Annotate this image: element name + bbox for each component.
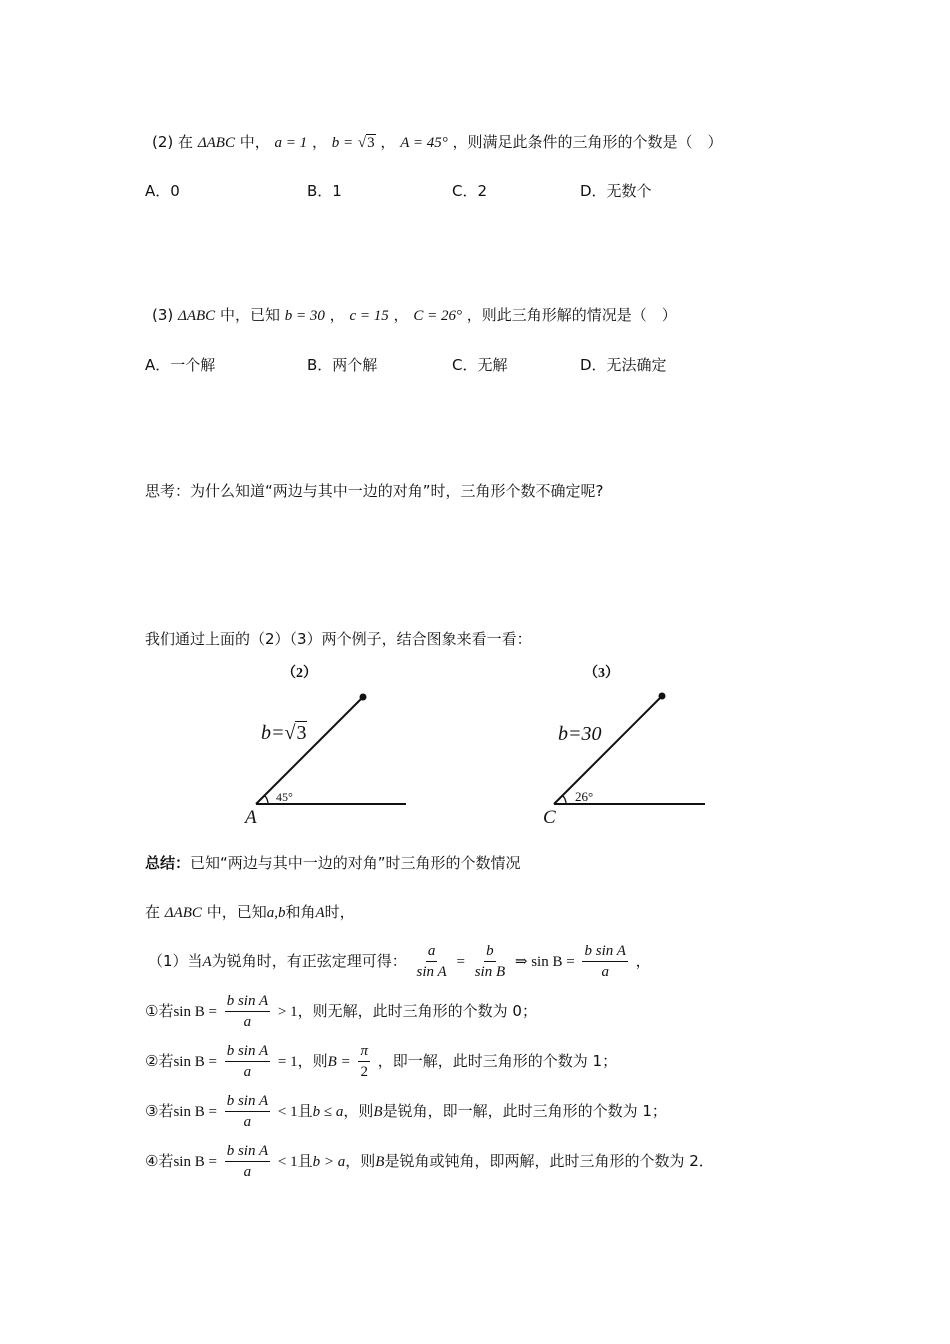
q2-mid: 中，: [239, 133, 270, 151]
figure-3: [528, 660, 728, 835]
figure-3-svg: [528, 660, 728, 835]
q3-mid: 中，已知: [219, 306, 280, 324]
q3-sep-1: ，: [329, 306, 345, 324]
q2-triangle: ΔABC: [197, 135, 235, 151]
q2-cond-a: a = 1: [274, 135, 308, 151]
case-1-line: （1）当A为锐角时，有正弦定理可得： $\frac{a}{\text{sin A}}$ = $\frac{b}{\text{sin B}}$ ⇒ sin B = $\frac{\text{b sin A}}{a}$ ，: [148, 943, 651, 980]
q2-option-b: B．1: [307, 182, 342, 200]
case-1-implies: ⇒ sin B =: [514, 954, 575, 970]
q2-sep-1: ，: [311, 133, 327, 151]
figure-3-side-line: [554, 696, 662, 804]
given-line: 在 ΔABC 中，已知a,b和角A时，: [145, 903, 355, 921]
figure-2-endpoint: [360, 694, 367, 701]
q3-triangle: ΔABC: [178, 308, 216, 324]
case-item-4: ④若sin B = $\frac{\text{b sin A}}{a}$ < 1且b > a，则B是锐角或钝角，即两解，此时三角形的个数为 2．: [145, 1143, 714, 1180]
q3-number: (3): [152, 306, 174, 324]
case-item-2: ②若sin B = $\frac{\text{b sin A}}{a}$ = 1，则B = $\frac{\pi}{2}$ ，即一解，此时三角形的个数为 1；: [145, 1043, 618, 1080]
figure-2-svg: [230, 660, 430, 835]
q2-option-c: C．2: [452, 182, 488, 200]
q2-number: (2): [152, 133, 174, 151]
given-triangle: ΔABC: [164, 905, 202, 921]
q3-suffix: ，则此三角形解的情况是（ ）: [466, 306, 677, 324]
q2-option-a: A．0: [145, 182, 180, 200]
q3-option-a: A．一个解: [145, 356, 216, 374]
case-1-frac-a: $\frac{a}{\text{sin A}}$: [416, 943, 447, 980]
figure-3-angle-arc: [563, 796, 567, 805]
q2-suffix: ，则满足此条件的三角形的个数是（ ）: [452, 133, 723, 151]
figure-3-angle-label: 26°: [575, 789, 594, 804]
figure-3-caption: （3）: [584, 666, 619, 681]
case-item-3: ③若sin B = $\frac{\text{b sin A}}{a}$ < 1且b ≤ a，则B是锐角，即一解，此时三角形的个数为 1；: [145, 1093, 667, 1130]
sqrt-symbol: √3: [357, 135, 375, 151]
intro-text: 我们通过上面的（2）（3）两个例子，结合图象来看一看：: [145, 630, 532, 648]
q2-sep-2: ，: [380, 133, 396, 151]
case-1-frac-b: $\frac{b}{\text{sin B}}$: [474, 943, 506, 980]
case-1-frac-sinb: $\frac{\text{b sin A}}{a}$: [584, 943, 626, 980]
figure-2-vertex-label: A: [245, 807, 257, 828]
figure-2-caption: （2）: [282, 666, 317, 681]
q3-option-c: C．无解: [452, 356, 508, 374]
q3-cond-C: C = 26°: [413, 308, 462, 324]
q2-cond-b-sqrt: 3: [367, 135, 375, 151]
summary-label: 总结：: [145, 854, 191, 872]
figure-2-angle-label: 45°: [276, 790, 293, 804]
q3-cond-b: b = 30: [284, 308, 325, 324]
figure-3-endpoint: [659, 693, 666, 700]
think-question: 思考：为什么知道“两边与其中一边的对角”时，三角形个数不确定呢?: [145, 482, 604, 500]
summary-heading: [145, 852, 521, 874]
case-item-1: ①若sin B = $\frac{\text{b sin A}}{a}$ > 1，则无解，此时三角形的个数为 0；: [145, 993, 537, 1030]
q3-sep-2: ，: [393, 306, 409, 324]
question-2: [152, 131, 723, 154]
figure-2-side-line: [256, 697, 363, 804]
question-3: [152, 304, 677, 327]
q3-option-b: B．两个解: [307, 356, 378, 374]
q3-cond-c: c = 15: [349, 308, 389, 324]
figure-2: [230, 660, 430, 835]
q2-cond-A: A = 45°: [400, 135, 448, 151]
q2-prefix: 在: [178, 133, 194, 151]
figure-3-side-label: b=30: [558, 723, 602, 745]
figure-2-side-label: b=√3: [261, 722, 307, 744]
figure-3-vertex-label: C: [543, 807, 556, 828]
given-vars: a,b: [266, 905, 286, 921]
q2-option-d: D．无数个: [580, 182, 652, 200]
figure-2-angle-arc: [265, 796, 269, 805]
q2-cond-b-left: b =: [331, 135, 354, 151]
q3-option-d: D．无法确定: [580, 356, 667, 374]
summary-text: 已知“两边与其中一边的对角”时三角形的个数情况: [190, 854, 521, 872]
